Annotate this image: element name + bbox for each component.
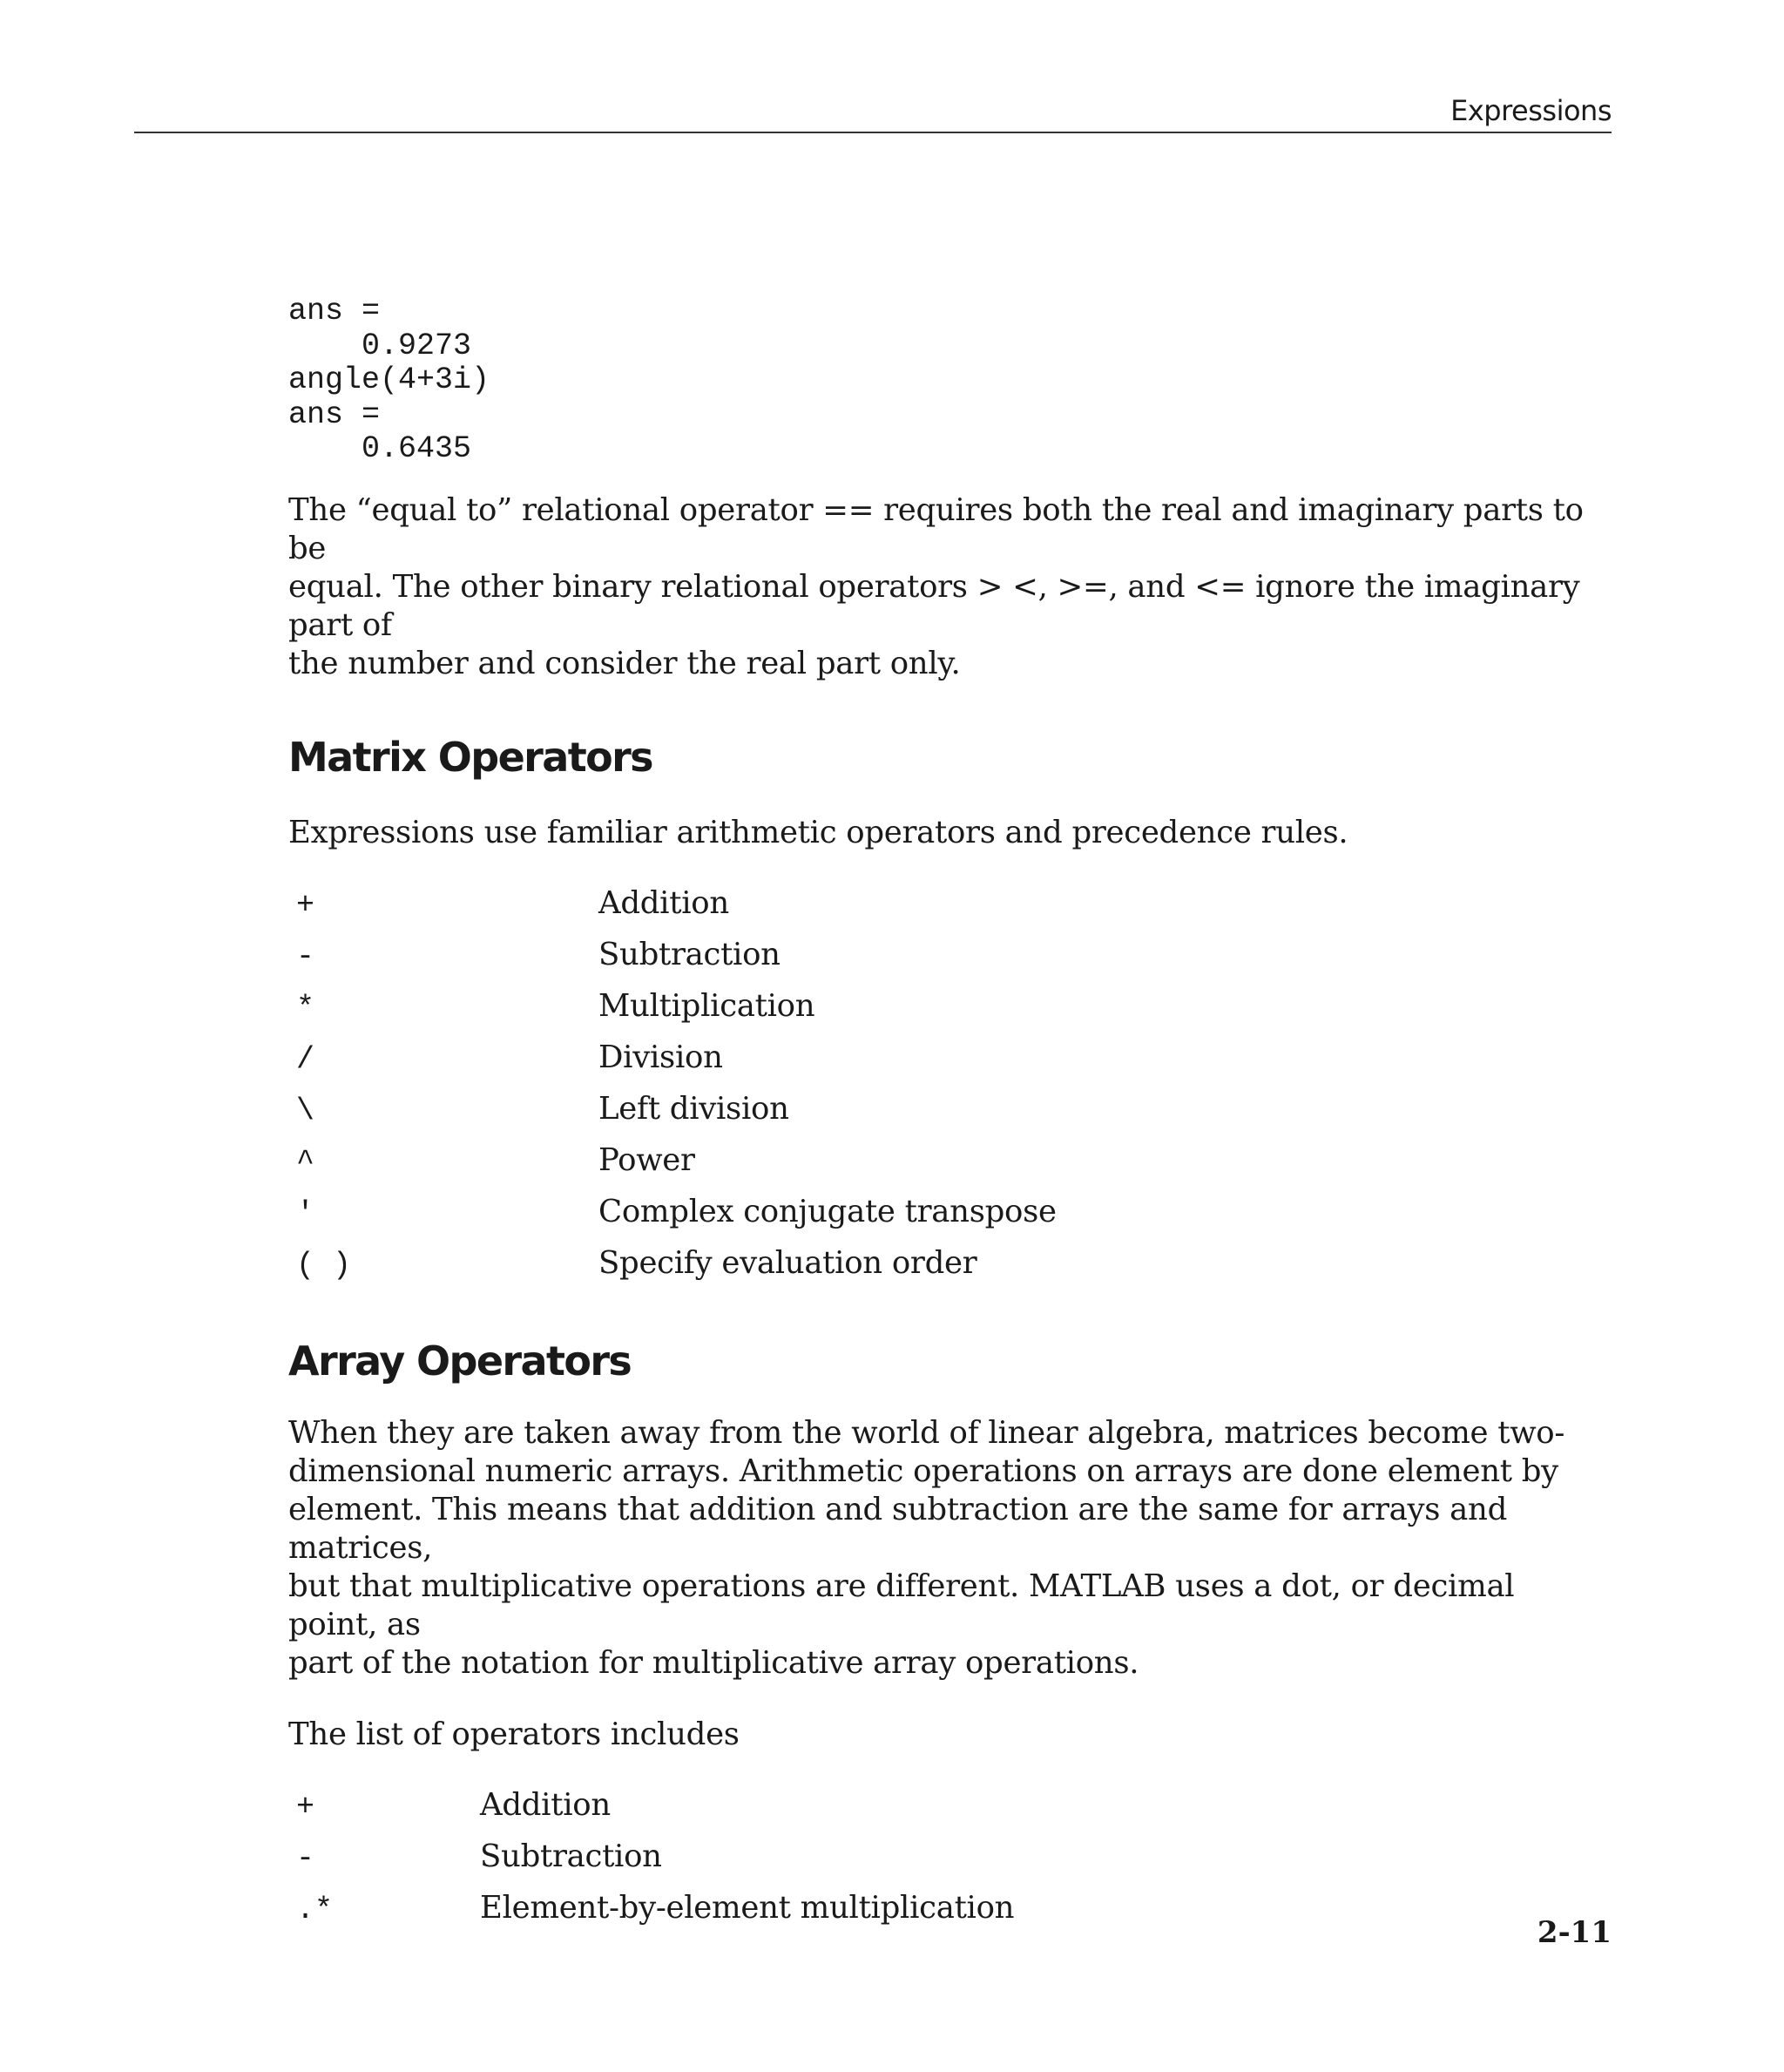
code-line: 0.6435 <box>288 431 472 466</box>
operator-row <box>288 1787 1612 1838</box>
operator-symbol: - <box>296 938 315 974</box>
operator-description: Subtraction <box>480 1838 662 1874</box>
header-rule <box>134 132 1612 133</box>
array-operators-table <box>288 1787 1612 1941</box>
operator-description: Subtraction <box>598 936 780 972</box>
operator-row <box>288 988 1612 1039</box>
array-operators-heading: Array Operators <box>288 1337 632 1385</box>
operator-symbol: ' <box>296 1195 315 1231</box>
operator-row <box>288 937 1612 988</box>
operator-symbol: ^ <box>296 1144 315 1180</box>
operator-symbol: - <box>296 1840 315 1876</box>
array-operators-paragraph <box>288 1414 1612 1683</box>
code-line: 0.9273 <box>288 328 472 363</box>
operator-row <box>288 1194 1612 1245</box>
matrix-operators-table <box>288 885 1612 1297</box>
paragraph-line: equal. The other binary relational operators > <, >=, and <= ignore the imaginary part of <box>288 568 1580 643</box>
operator-row <box>288 1091 1612 1142</box>
operator-description: Addition <box>480 1786 611 1823</box>
operator-description: Left division <box>598 1090 789 1127</box>
paragraph-line: the number and consider the real part only. <box>288 645 961 681</box>
paragraph-line: The “equal to” relational operator == requires both the real and imaginary parts to be <box>288 491 1584 566</box>
code-line: ans = <box>288 396 381 432</box>
page-number: 2-11 <box>1537 1915 1612 1950</box>
matrix-operators-heading: Matrix Operators <box>288 733 652 781</box>
operator-description: Addition <box>598 884 729 921</box>
code-line: ans = <box>288 294 381 328</box>
operator-description: Division <box>598 1039 723 1075</box>
operator-row <box>288 1245 1612 1297</box>
operators-list-intro: The list of operators includes <box>288 1716 740 1752</box>
page-body <box>288 295 1612 1941</box>
relational-operators-paragraph <box>288 491 1612 683</box>
paragraph-line: element. This means that addition and subtraction are the same for arrays and matrices, <box>288 1491 1507 1566</box>
running-header-title: Expressions <box>1450 94 1612 127</box>
operator-row <box>288 885 1612 937</box>
operator-description: Element-by-element multiplication <box>480 1889 1015 1926</box>
operator-row <box>288 1838 1612 1890</box>
operator-description: Complex conjugate transpose <box>598 1193 1057 1229</box>
operator-description: Multiplication <box>598 987 815 1024</box>
operator-row <box>288 1890 1612 1941</box>
operator-symbol: \ <box>296 1093 315 1128</box>
operator-symbol: / <box>296 1041 315 1077</box>
operator-description: Power <box>598 1141 695 1178</box>
code-line: angle(4+3i) <box>288 362 490 397</box>
code-example <box>288 295 1612 467</box>
paragraph-line: part of the notation for multiplicative array operations. <box>288 1644 1139 1681</box>
operator-symbol: + <box>296 887 315 923</box>
operator-row <box>288 1142 1612 1194</box>
operator-symbol: + <box>296 1789 315 1825</box>
operator-description: Specify evaluation order <box>598 1244 977 1281</box>
operator-symbol: * <box>296 990 315 1026</box>
matrix-operators-intro: Expressions use familiar arithmetic operators and precedence rules. <box>288 814 1348 850</box>
operator-symbol: ( ) <box>296 1247 352 1283</box>
paragraph-line: When they are taken away from the world of linear algebra, matrices become two- <box>288 1414 1565 1451</box>
paragraph-line: but that multiplicative operations are different. MATLAB uses a dot, or decimal point, as <box>288 1568 1515 1642</box>
operator-symbol: .* <box>296 1892 334 1927</box>
operator-row <box>288 1039 1612 1091</box>
paragraph-line: dimensional numeric arrays. Arithmetic operations on arrays are done element by <box>288 1452 1558 1489</box>
